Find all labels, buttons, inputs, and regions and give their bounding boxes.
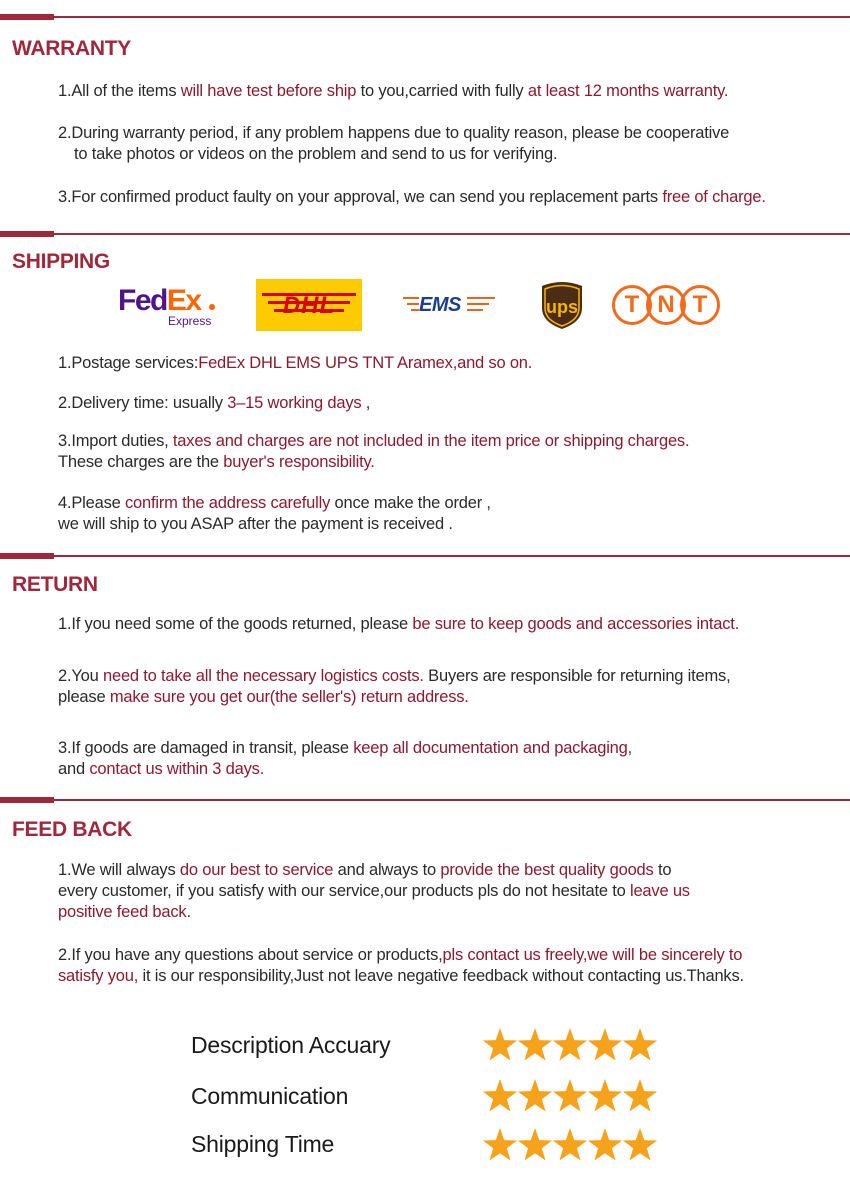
warranty-item-1: 1.All of the items will have test before ship to you,carried with fully at least 12 months warranty.: [58, 82, 729, 100]
star-icon: [518, 1128, 552, 1161]
return-item-1: 1.If you need some of the goods returned, please be sure to keep goods and accessories intact.: [58, 615, 740, 633]
tnt-logo: T N T: [612, 285, 720, 325]
star-icon: [483, 1028, 517, 1061]
divider-feedback: [0, 797, 850, 803]
star-icon: [518, 1028, 552, 1061]
rating-stars-communication: [482, 1078, 658, 1114]
divider-return: [0, 553, 850, 559]
star-icon: [588, 1128, 622, 1161]
rating-label-shipping-time: Shipping Time: [191, 1131, 335, 1157]
ems-logo: EMS: [401, 293, 497, 319]
rating-label-description: Description Accuary: [191, 1032, 391, 1058]
fedex-logo: FedEx Express: [118, 284, 218, 330]
return-item-3: 3.If goods are damaged in transit, please keep all documentation and packaging, and contact us within 3 days.: [58, 739, 633, 778]
star-icon: [483, 1079, 517, 1112]
star-icon: [623, 1128, 657, 1161]
ups-logo: [540, 280, 584, 330]
return-item-2: 2.You need to take all the necessary logistics costs. Buyers are responsible for returning items, please make sure you get our(the seller's) return address.: [58, 667, 731, 706]
star-icon: [623, 1028, 657, 1061]
feedback-title: FEED BACK: [12, 818, 132, 841]
svg-text:ups: ups: [545, 297, 579, 317]
star-icon: [553, 1128, 587, 1161]
star-icon: [588, 1079, 622, 1112]
star-icon: [483, 1128, 517, 1161]
dhl-logo: DHL: [256, 279, 362, 331]
return-title: RETURN: [12, 573, 98, 596]
shipping-item-1: 1.Postage services:FedEx DHL EMS UPS TNT Aramex,and so on.: [58, 354, 533, 372]
rating-label-communication: Communication: [191, 1083, 349, 1109]
star-icon: [518, 1079, 552, 1112]
rating-stars-description: [482, 1027, 658, 1063]
divider-warranty: [0, 14, 850, 20]
star-icon: [553, 1028, 587, 1061]
star-icon: [588, 1028, 622, 1061]
warranty-item-2: 2.During warranty period, if any problem happens due to quality reason, please be cooperative to take photos or videos on the problem and send to us for verifying.: [58, 124, 730, 163]
warranty-item-3: 3.For confirmed product faulty on your approval, we can send you replacement parts free of charge.: [58, 188, 766, 206]
star-icon: [553, 1079, 587, 1112]
shipping-item-4: 4.Please confirm the address carefully once make the order , we will ship to you ASAP after the payment is received .: [58, 494, 491, 533]
warranty-title: WARRANTY: [12, 37, 131, 60]
rating-stars-shipping-time: [482, 1127, 658, 1163]
shipping-title: SHIPPING: [12, 250, 110, 273]
feedback-item-2: 2.If you have any questions about service or products,pls contact us freely,we will be sincerely to satisfy you, it is our responsibility,Just not leave negative feedback without contacting us.Thanks.: [58, 946, 744, 985]
feedback-item-1: 1.We will always do our best to service and always to provide the best quality goods to every customer, if you satisfy with our service,our products pls do not hesitate to leave us positive feed back.: [58, 861, 690, 921]
shipping-item-2: 2.Delivery time: usually 3‒15 working days ,: [58, 394, 371, 412]
star-icon: [623, 1079, 657, 1112]
shipping-item-3: 3.Import duties, taxes and charges are not included in the item price or shipping charges. These charges are the buyer's responsibility.: [58, 432, 690, 471]
divider-shipping: [0, 231, 850, 237]
